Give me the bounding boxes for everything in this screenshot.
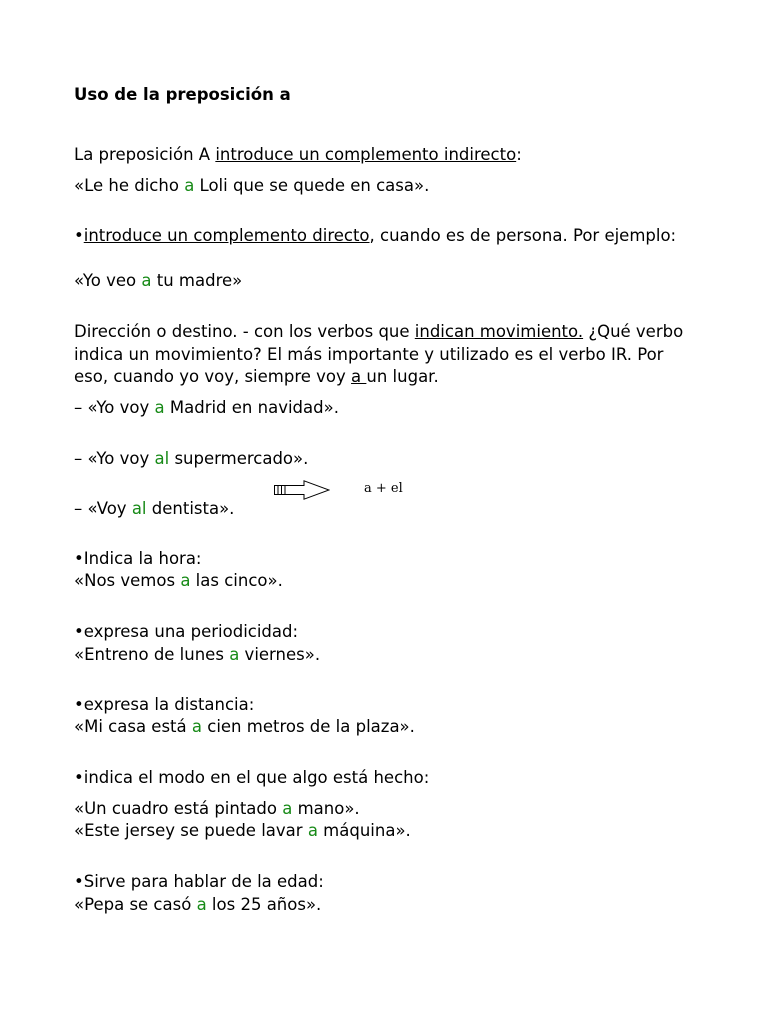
intro-paragraph [74,144,704,167]
direction-text: un lugar. [366,367,439,386]
contraction-note: a + el [364,481,403,496]
direction-text: ¿Qué verbo indica un movimiento? El más importante y utilizado es el verbo IR. Por eso, cuando yo voy, siempre voy [74,322,689,386]
example-indirect-object [74,175,704,198]
example-text: – «Voy [74,499,132,518]
example-text: mano». [292,799,360,818]
direct-object-paragraph [74,225,704,248]
example-text: – «Yo voy [74,449,155,468]
example-text: Loli que se quede en casa». [194,176,430,195]
periodicidad-label: •expresa una periodicidad: [74,622,299,641]
modo-label: •indica el modo en el que algo está hecho: [74,768,430,787]
example-text: supermercado». [169,449,309,468]
intro-underlined-term: introduce un complemento indirecto [215,145,517,164]
preposition-highlight: a [184,176,195,195]
example-text: máquina». [317,821,411,840]
example-madrid [74,397,704,420]
example-text: – «Yo voy [74,398,155,417]
example-text: las cinco». [190,571,283,590]
example-direct-object [74,270,704,293]
example-text: tu madre» [151,271,243,290]
distancia-label: •expresa la distancia: [74,695,255,714]
preposition-highlight: al [154,449,170,468]
direction-underlined-a: a [351,367,367,386]
preposition-highlight: a [191,717,202,736]
example-text: «Yo veo [74,271,142,290]
example-periodicidad [74,644,704,667]
example-hora [74,570,704,593]
example-text: «Este jersey se puede lavar [74,821,308,840]
example-text: «Nos vemos [74,571,181,590]
intro-text: La preposición A [74,145,216,164]
bullet: • [74,226,84,245]
example-supermercado [74,448,704,471]
example-dentista [74,498,704,521]
preposition-highlight: a [141,271,152,290]
example-edad [74,894,704,917]
preposition-highlight: a [282,799,293,818]
example-distancia [74,716,704,739]
direct-object-underlined-term: introduce un complemento directo [83,226,370,245]
direction-paragraph [74,321,694,389]
example-modo-mano [74,798,704,821]
preposition-highlight: al [131,499,147,518]
example-text: cien metros de la plaza». [202,717,415,736]
example-text: «Un cuadro está pintado [74,799,283,818]
direction-underlined-term: indican movimiento. [414,322,584,341]
example-modo-maquina [74,820,704,843]
example-text: «Entreno de lunes [74,645,230,664]
preposition-highlight: a [180,571,191,590]
intro-colon: : [516,145,522,164]
direct-object-text: , cuando es de persona. Por ejemplo: [369,226,677,245]
preposition-highlight: a [154,398,165,417]
arrow-right-icon [274,480,330,500]
example-text: viernes». [239,645,321,664]
example-text: dentista». [146,499,235,518]
hora-label: •Indica la hora: [74,549,202,568]
example-text: «Le he dicho [74,176,185,195]
preposition-highlight: a [229,645,240,664]
document-title: Uso de la preposición a [74,85,291,104]
example-text: los 25 años». [206,895,322,914]
example-text: Madrid en navidad». [164,398,339,417]
direction-text: Dirección o destino. - con los verbos que [74,322,415,341]
preposition-highlight: a [196,895,207,914]
example-text: «Mi casa está [74,717,192,736]
example-text: «Pepa se casó [74,895,197,914]
edad-label: •Sirve para hablar de la edad: [74,872,324,891]
preposition-highlight: a [307,821,318,840]
